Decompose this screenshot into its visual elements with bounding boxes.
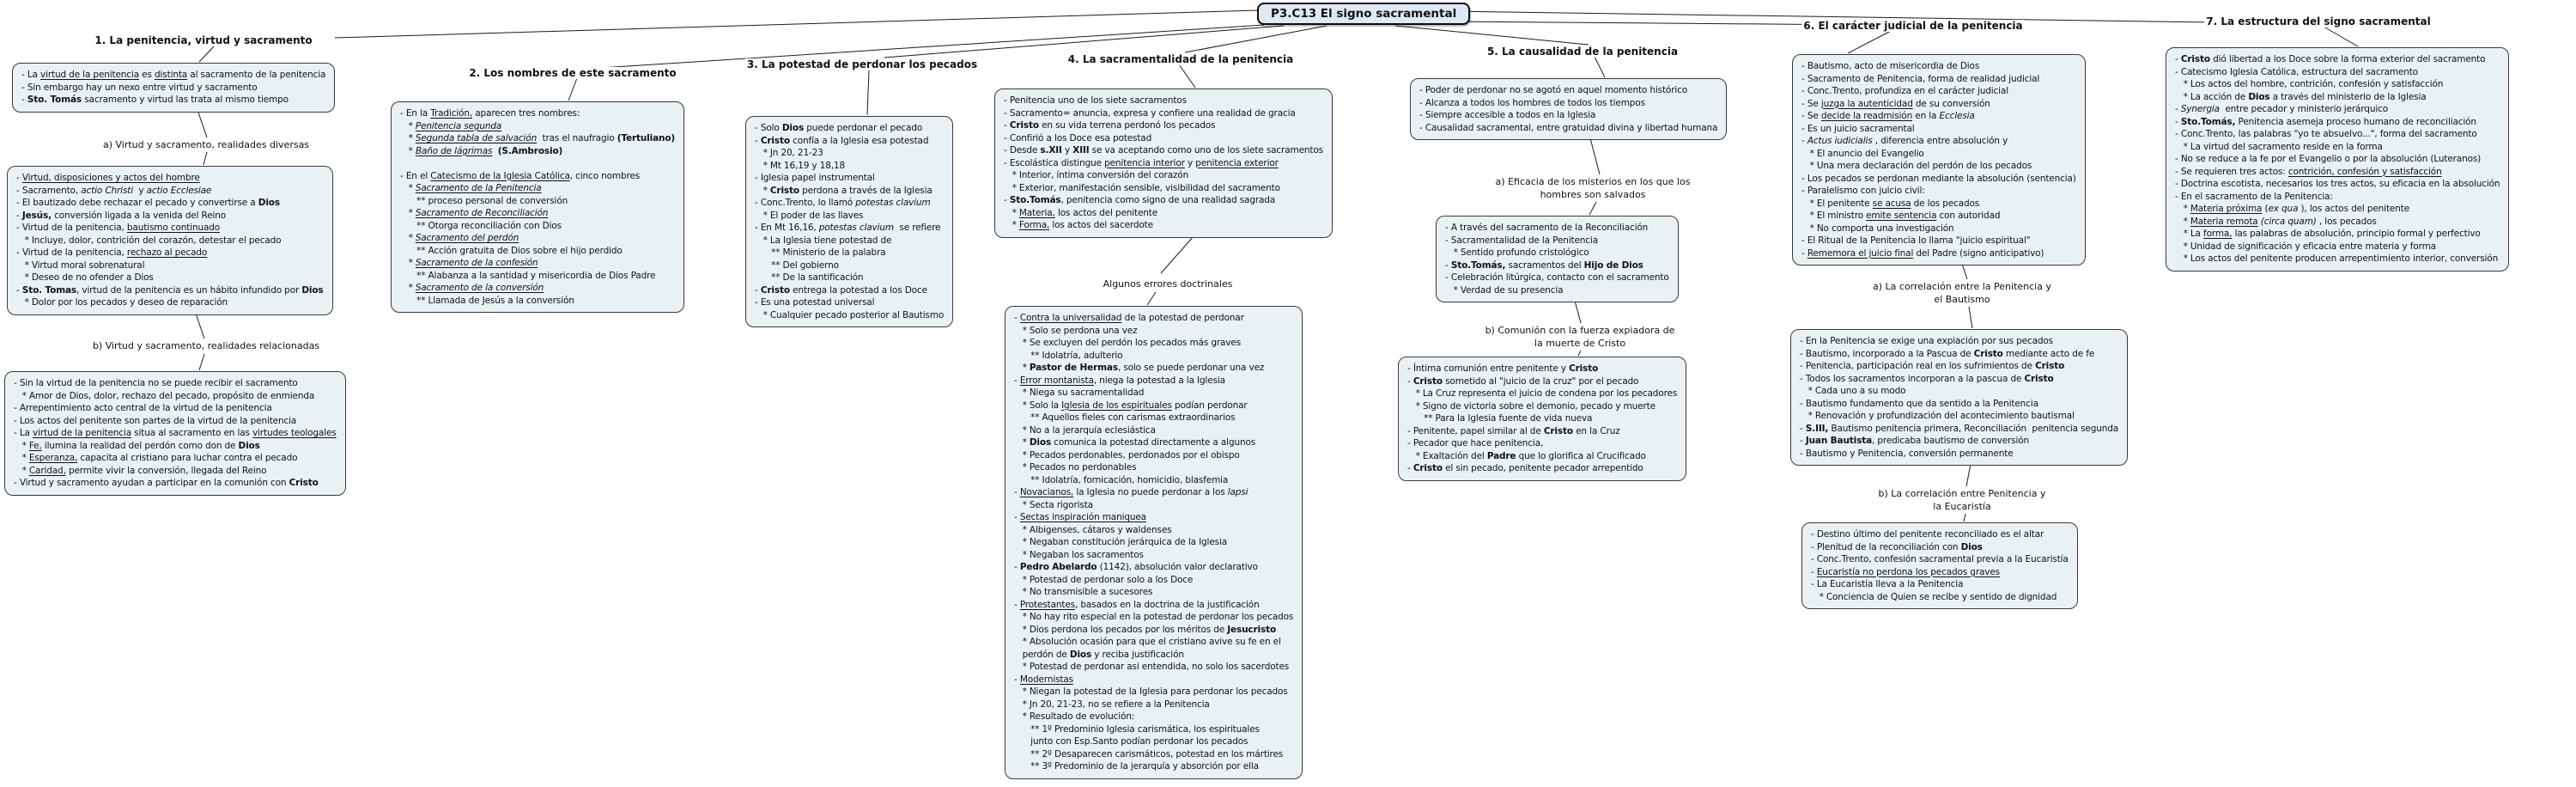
text-line: a) La correlación entre la Penitencia y [1873, 281, 2051, 292]
text-line: - Los pecados se perdonan mediante la absolución (sentencia) [1801, 173, 2076, 184]
text-line: - Penitente, papel similar al de Cristo en la Cruz [1407, 425, 1620, 436]
text-line: - Virtud y sacramento ayudan a participar en la comunión con Cristo [14, 478, 319, 488]
text-line: ** De la santificación [755, 272, 864, 283]
text-line: ** Otorga reconciliación con Dios [400, 220, 562, 231]
text-line: - Cristo dió libertad a los Doce sobre la forma exterior del sacramento [2175, 54, 2486, 64]
text-line: - Iglesia papel instrumental [755, 173, 875, 183]
text-line: - Jesús, conversión ligada a la venida del Reino [16, 210, 227, 221]
branch-sublabel[interactable] [1494, 176, 1692, 201]
text-line [400, 157, 675, 170]
concept-box[interactable] [994, 88, 1333, 238]
text-line: ** Del gobierno [755, 259, 839, 271]
text-line: * El poder de las llaves [755, 210, 864, 221]
text-line: - No se reduce a la fe por el Evangelio o por la absolución (Luteranos) [2175, 154, 2482, 164]
text-line: * Materia remota (circa quam) , los pecados [2175, 216, 2377, 227]
concept-box[interactable] [12, 63, 335, 113]
concept-box[interactable] [1790, 329, 2128, 466]
text-line: - Cristo entrega la potestad a los Doce [755, 284, 927, 296]
text-line: * Conciencia de Quien se recibe y sentido de dignidad [1811, 591, 2057, 602]
text-line: - El bautizado debe rechazar el pecado y convertirse a Dios [16, 198, 280, 208]
text-line: * El anuncio del Evangelio [1801, 148, 1924, 159]
text-line: - La virtud de la penitencia es distinta al sacramento de la penitencia [21, 70, 326, 80]
text-line: * Sacramento de Reconciliación [400, 208, 549, 218]
text-line: - Bautismo fundamento que da sentido a la Penitencia [1800, 398, 2038, 409]
branch-header-1[interactable]: 1. La penitencia, virtud y sacramento [94, 34, 313, 46]
text-line: - Desde s.XII y XIII se va aceptando como uno de los siete sacramentos [1004, 145, 1323, 156]
text-line: * Potestad de perdonar solo a los Doce [1014, 574, 1194, 585]
text-line: * Pecados perdonables, perdonados por el obispo [1014, 449, 1240, 461]
text-line: * La Cruz representa el juicio de condena por los pecadores [1407, 388, 1678, 399]
text-line: * Pastor de Hermas, solo se puede perdonar una vez [1014, 363, 1265, 373]
text-line: - Poder de perdonar no se agotó en aquel momento histórico [1419, 85, 1688, 95]
text-line: junto con Esp.Santo podían perdonar los pecados [1014, 736, 1249, 747]
text-line: el Bautismo [1934, 293, 1990, 305]
text-line: - Sto.Tomás, sacramentos del Hijo de Dios [1445, 259, 1643, 271]
concept-box[interactable] [1005, 306, 1303, 779]
text-line: * Dios comunica la potestad directamente a algunos [1014, 437, 1256, 448]
branch-header-6[interactable]: 6. El carácter judicial de la penitencia [1803, 20, 2023, 32]
text-line: - Sto.Tomás, penitencia como signo de una realidad sagrada [1004, 195, 1276, 205]
text-line: - Virtud de la penitencia, bautismo continuado [16, 223, 221, 233]
text-line: * Secta rigorista [1014, 499, 1093, 510]
text-line: - Arrepentimiento acto central de la virtud de la penitencia [14, 403, 272, 413]
concept-box[interactable] [2166, 47, 2509, 271]
text-line: - Plenitud de la reconciliación con Dios [1811, 541, 1983, 552]
text-line: - Siempre accesible a todos en la Iglesia [1419, 110, 1596, 120]
text-line: Algunos errores doctrinales [1103, 278, 1233, 290]
text-line: * Incluye, dolor, contrición del corazón, detestar el pecado [16, 235, 282, 246]
text-line: * Esperanza, capacita al cristiano para luchar contra el pecado [14, 453, 298, 463]
text-line: - Sto. Tomás sacramento y virtud las trata al mismo tiempo [21, 95, 289, 105]
concept-box[interactable] [745, 116, 953, 327]
concept-box[interactable] [1410, 78, 1727, 140]
text-line: * Signo de victoria sobre el demonio, pecado y muerte [1407, 400, 1656, 412]
text-line: * Forma, los actos del sacerdote [1004, 220, 1153, 230]
text-line: * Sentido profundo cristológico [1445, 247, 1589, 258]
text-line: * Se excluyen del perdón los pecados más graves [1014, 338, 1242, 348]
text-line: - Virtud, disposiciones y actos del hombre [16, 173, 200, 183]
concept-box[interactable] [1792, 54, 2086, 265]
text-line: - Cristo el sin pecado, penitente pecador arrepentido [1407, 463, 1643, 473]
text-line: - Sacramentalidad de la Penitencia [1445, 235, 1598, 246]
text-line: * Niega su sacramentalidad [1014, 387, 1145, 398]
text-line: * Una mera declaración del perdón de los pecados [1801, 161, 2032, 171]
text-line: * Exaltación del Padre que lo glorifica al Crucificado [1407, 450, 1646, 461]
text-line: * Potestad de perdonar asi entendida, no solo los sacerdotes [1014, 662, 1290, 672]
text-line: - Conc.Trento, las palabras "yo te absuelvo...", forma del sacramento [2175, 129, 2477, 139]
text-line: - Paralelismo con juicio civil: [1801, 186, 1925, 196]
text-line: * Sacramento de la conversión [400, 283, 544, 293]
text-line: - Es un juicio sacramental [1801, 123, 1915, 134]
text-line: * Resultado de evolución: [1014, 711, 1135, 722]
text-line: - En el Catecismo de la Iglesia Católica, cinco nombres [400, 170, 641, 181]
text-line: - Sin embargo hay un nexo entre virtud y sacramento [21, 82, 258, 93]
text-line: * Negaban los sacramentos [1014, 549, 1144, 560]
concept-box[interactable] [4, 371, 346, 496]
text-line: - En la Penitencia se exige una expiación por sus pecados [1800, 336, 2053, 346]
concept-box[interactable] [1801, 522, 2078, 609]
text-line: * La acción de Dios a través del ministerio de la Iglesia [2175, 91, 2427, 102]
text-line: - Escolástica distingue penitencia interior y penitencia exterior [1004, 157, 1279, 168]
text-line: - El Ritual de la Penitencia lo llama "juicio espiritual" [1801, 235, 2031, 246]
text-line: - Penitencia, participación real en los sufrimientos de Cristo [1800, 361, 2065, 371]
text-line: * Negaban constitución jerárquica de la Iglesia [1014, 537, 1227, 547]
text-line: - Sto. Tomas, virtud de la penitencia es un hábito infundido por Dios [16, 284, 324, 296]
text-line: * Materia, los actos del penitente [1004, 207, 1158, 218]
text-line: ** proceso personal de conversión [400, 195, 568, 206]
branch-sublabel[interactable] [101, 139, 311, 152]
text-line: - Sacramento, actio Christi y actio Ecclesiae [16, 185, 212, 196]
text-line: - Conc.Trento, confesión sacramental previa a la Eucaristía [1811, 554, 2069, 564]
text-line: - Penitencia uno de los siete sacramentos [1004, 95, 1187, 106]
text-line: * Virtud moral sobrenatural [16, 259, 145, 271]
concept-box[interactable] [1436, 216, 1679, 302]
text-line: * Sacramento de la confesión [400, 258, 538, 268]
concept-box[interactable] [1398, 357, 1686, 481]
text-line: - Alcanza a todos los hombres de todos los tiempos [1419, 97, 1645, 108]
branch-sublabel[interactable] [1871, 281, 2053, 306]
text-line: ** Alabanza a la santidad y misericordia de Dios Padre [400, 270, 656, 281]
text-line: - Bautismo, incorporado a la Pascua de Cristo mediante acto de fe [1800, 348, 2095, 359]
text-line: * Unidad de significación y eficacia entre materia y forma [2175, 241, 2436, 252]
text-line: - En Mt 16,16, potestas clavium se refiere [755, 223, 941, 233]
text-line: * Pecados no perdonables [1014, 462, 1137, 473]
text-line: * Cualquier pecado posterior al Bautismo [755, 309, 945, 320]
text-line: - Pecador que hace penitencia, [1407, 438, 1544, 448]
text-line: * Jn 20, 21-23, no se refiere a la Penitencia [1014, 699, 1210, 710]
text-line: a) Eficacia de los misterios en los que los [1495, 176, 1691, 187]
text-line: * La forma, las palabras de absolución, principio formal y perfectivo [2175, 229, 2481, 239]
text-line: * No transmisible a sucesores [1014, 587, 1153, 597]
text-line: - Solo Dios puede perdonar el pecado [755, 123, 923, 133]
text-line: - Error montanista, niega la potestad a la Iglesia [1014, 375, 1225, 386]
text-line: - En el sacramento de la Penitencia: [2175, 191, 2333, 202]
text-line: - Juan Bautista, predicaba bautismo de conversión [1800, 436, 2030, 446]
text-line: * Sacramento de la Penitencia [400, 183, 542, 193]
text-line: - Los actos del penitente son partes de la virtud de la penitencia [14, 415, 297, 426]
text-line: ** Idolatría, adulterio [1014, 350, 1123, 361]
text-line: * La Iglesia tiene potestad de [755, 235, 892, 246]
text-line: * Mt 16,19 y 18,18 [755, 160, 845, 171]
branch-sublabel[interactable] [1877, 488, 2048, 513]
text-line: * El ministro emite sentencia con autoridad [1801, 210, 2001, 221]
text-line: * Jn 20, 21-23 [755, 148, 823, 158]
text-line: ** Idolatría, fornicación, homicidio, blasfemia [1014, 474, 1229, 485]
text-line: - Catecismo Iglesia Católica, estructura del sacramento [2175, 66, 2419, 77]
root-node[interactable]: P3.C13 El signo sacramental [1257, 3, 1470, 25]
branch-sublabel[interactable] [1102, 278, 1235, 291]
text-line: - Protestantes, basados en la doctrina de la justificación [1014, 599, 1260, 610]
text-line: * Niegan la potestad de la Iglesia para perdonar los pecados [1014, 686, 1288, 697]
text-line: * Cada uno a su modo [1800, 386, 1906, 396]
text-line: ** Aquellos fieles con carismas extraordinarios [1014, 412, 1236, 423]
text-line: * Verdad de su presencia [1445, 284, 1564, 296]
branch-header-5[interactable]: 5. La causalidad de la penitencia [1486, 46, 1679, 58]
text-line: ** Llamada de Jesús a la conversión [400, 295, 574, 306]
text-line: * No hay rito especial en la potestad de perdonar los pecados [1014, 612, 1294, 622]
text-line: - Es una potestad universal [755, 297, 875, 308]
text-line: - Conc.Trento, profundiza en el carácter judicial [1801, 86, 2008, 96]
text-line: - Confirió a los Doce esa potestad [1004, 132, 1152, 143]
text-line: - Cristo en su vida terrena perdonó los pecados [1004, 120, 1216, 131]
branch-header-4[interactable]: 4. La sacramentalidad de la penitencia [1067, 53, 1294, 65]
text-line: - Se juzga la autenticidad de su conversión [1801, 98, 1990, 109]
text-line: hombres son salvados [1540, 188, 1646, 200]
text-line: * Los actos del hombre, contrición, confesión y satisfacción [2175, 79, 2444, 89]
text-line: b) Comunión con la fuerza expiadora de [1485, 325, 1675, 336]
text-line: - En la Tradición, aparecen tres nombres: [400, 108, 580, 119]
text-line: * Amor de Dios, dolor, rechazo del pecado, propósito de enmienda [14, 390, 315, 401]
text-line: * No a la jerarquía eclesiástica [1014, 424, 1156, 436]
text-line: - Sto.Tomás, Penitencia asemeja proceso humano de reconciliación [2175, 116, 2476, 127]
text-line: - Cristo confía a la Iglesia esa potestad [755, 135, 929, 146]
text-line: * Fe, ilumina la realidad del perdón como don de Dios [14, 440, 260, 451]
text-line: - Sin la virtud de la penitencia no se puede recibir el sacramento [14, 378, 298, 388]
text-line: ** 3º Predominio de la jerarquía y absorción por ella [1014, 761, 1259, 772]
text-line: - Cristo sometido al "juicio de la cruz" por el pecado [1407, 375, 1639, 387]
text-line: - Se decide la readmisión en la Ecclesia [1801, 111, 1975, 121]
branch-sublabel[interactable] [1484, 325, 1677, 350]
text-line: * La virtud del sacramento reside en la forma [2175, 141, 2383, 152]
text-line: - Actus iudicialis , diferencia entre absolución y [1801, 136, 2008, 146]
text-line: ** 2º Desaparecen carismáticos, potestad en los mártires [1014, 748, 1284, 760]
branch-sublabel[interactable] [91, 340, 321, 353]
text-line: * Dolor por los pecados y deseo de reparación [16, 297, 228, 308]
text-line: * Interior, íntima conversión del corazón [1004, 170, 1189, 180]
text-line: * Segunda tabla de salvación tras el naufragio (Tertuliano) [400, 133, 676, 143]
text-line: * Caridad, permite vivir la conversión, llegada del Reino [14, 465, 267, 476]
text-line: * Los actos del penitente producen arrepentimiento interior, conversión [2175, 253, 2499, 264]
concept-box[interactable] [7, 166, 333, 315]
text-line: * Absolución ocasión para que el cristiano avive su fe en el [1014, 637, 1281, 647]
text-line: * Cristo perdona a través de la Iglesia [755, 185, 933, 196]
text-line: - Conc.Trento, lo llamó potestas clavium [755, 198, 931, 208]
text-line: - Synergia entre pecador y ministerio jerárquico [2175, 104, 2388, 114]
text-line: - Virtud de la penitencia, rechazo al pecado [16, 247, 208, 258]
text-line: * Materia próxima (ex qua ), los actos del penitente [2175, 204, 2410, 214]
text-line: a) Virtud y sacramento, realidades diversas [102, 139, 310, 150]
text-line: - Rememora el juicio final del Padre (signo anticipativo) [1801, 247, 2044, 259]
text-line: - Contra la universalidad de la potestad de perdonar [1014, 313, 1244, 323]
branch-header-2[interactable]: 2. Los nombres de este sacramento [469, 67, 677, 79]
text-line: ** Para la Iglesia fuente de vida nueva [1407, 413, 1593, 424]
text-line: - Destino último del penitente reconciliado es el altar [1811, 529, 2044, 540]
text-line: - Bautismo, acto de misericordia de Dios [1801, 61, 1980, 71]
text-line: perdón de Dios y reciba justificación [1014, 649, 1184, 660]
text-line: * Albigenses, cátaros y waldenses [1014, 524, 1172, 535]
text-line: - La virtud de la penitencia situa al sacramento en las virtudes teologales [14, 428, 337, 438]
text-line: - Doctrina escotista, necesarios los tres actos, su eficacia en la absolución [2175, 179, 2500, 189]
text-line: - La Eucaristía lleva a la Penitencia [1811, 579, 1964, 589]
text-line: - Eucaristía no perdona los pecados graves [1811, 566, 2000, 577]
text-line: * Baño de lágrimas (S.Ambrosio) [400, 145, 563, 156]
text-line: - A través del sacramento de la Reconciliación [1445, 223, 1649, 233]
text-line: - Novacianos, la Iglesia no puede perdonar a los lapsi [1014, 487, 1249, 497]
text-line: b) Virtud y sacramento, realidades relacionadas [92, 340, 320, 351]
branch-header-7[interactable]: 7. La estructura del signo sacramental [2206, 15, 2431, 27]
text-line: - Modernistas [1014, 674, 1073, 685]
concept-box[interactable] [391, 101, 684, 313]
text-line: - S.III, Bautismo penitencia primera, Reconciliación penitencia segunda [1800, 423, 2119, 434]
text-line: - Todos los sacramentos incorporan a la pascua de Cristo [1800, 373, 2054, 384]
text-line: - Pedro Abelardo (1142), absolución valor declarativo [1014, 562, 1258, 572]
text-line: ** Acción gratuita de Dios sobre el hijo perdido [400, 245, 623, 256]
text-line: * Penitencia segunda [400, 120, 502, 131]
text-line: ** 1º Predominio Iglesia carismática, los espirituales [1014, 723, 1260, 735]
text-line: * Solo la Iglesia de los espirituales podían perdonar [1014, 400, 1248, 411]
text-line: * Renovación y profundización del acontecimiento bautismal [1800, 411, 2075, 421]
text-line: * Solo se perdona una vez [1014, 325, 1138, 336]
text-line: - Bautismo y Penitencia, conversión permanente [1800, 448, 2014, 459]
text-line: - Celebración litúrgica, contacto con el sacramento [1445, 272, 1669, 283]
text-line: b) La correlación entre Penitencia y [1878, 488, 2046, 499]
text-line: la Eucaristía [1933, 500, 1991, 512]
text-line: * Exterior, manifestación sensible, visibilidad del sacramento [1004, 182, 1280, 193]
text-line: - Sacramento= anuncia, expresa y confiere una realidad de gracia [1004, 107, 1296, 119]
text-line: * Deseo de no ofender a Dios [16, 272, 154, 283]
text-line: la muerte de Cristo [1534, 337, 1626, 349]
text-line: * El penitente se acusa de los pecados [1801, 198, 1980, 209]
text-line: - Causalidad sacramental, entre gratuidad divina y libertad humana [1419, 122, 1718, 133]
text-line: - Íntima comunión entre penitente y Cristo [1407, 363, 1599, 374]
text-line: * No comporta una investigación [1801, 223, 1954, 234]
text-line: * Dios perdona los pecados por los méritos de Jesucristo [1014, 624, 1277, 635]
text-line: - Se requieren tres actos: contrición, confesión y satisfacción [2175, 166, 2442, 177]
text-line: ** Ministerio de la palabra [755, 247, 886, 258]
branch-header-3[interactable]: 3. La potestad de perdonar los pecados [746, 58, 978, 70]
text-line: - Sacramento de Penitencia, forma de realidad judicial [1801, 73, 2040, 84]
text-line: * Sacramento del perdón [400, 233, 519, 243]
text-line: - Sectas inspiración maniquea [1014, 512, 1146, 522]
